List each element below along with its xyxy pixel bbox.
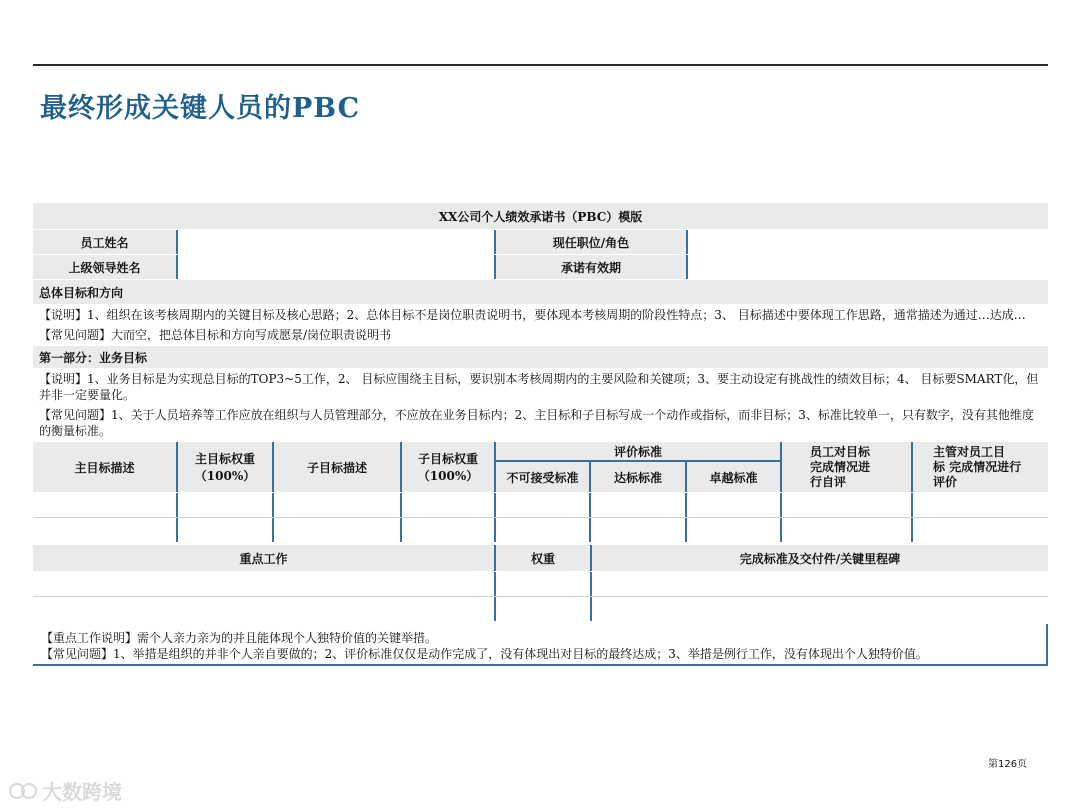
employee-name-field[interactable] <box>178 230 496 254</box>
mgr-eval-cell[interactable] <box>913 518 1048 542</box>
key-weight-cell[interactable] <box>496 597 592 621</box>
main-weight-cell[interactable] <box>178 518 274 542</box>
criteria-label: 评价标准 <box>496 442 780 462</box>
sub-weight-header <box>402 442 496 492</box>
mgr-eval-line-3: 评价 <box>933 474 958 489</box>
unacceptable-cell[interactable] <box>496 518 591 542</box>
overall-note: 【说明】1、组织在该考核周期内的关键目标及核心思路；2、总体目标不是岗位职责说明书，要体现本考核周期的阶段性特点；3、 目标描述中要体现工作思路，通常描述为通过…达成… <box>39 308 1026 322</box>
goals-header-row <box>33 442 1048 493</box>
supervisor-row <box>33 255 1048 280</box>
self-eval-line-1: 员工对目标 <box>810 444 871 459</box>
sub-weight-percent: （100%） <box>417 469 479 483</box>
self-eval-line-2: 完成情况进 <box>810 459 871 474</box>
overall-notes-row <box>33 305 1048 346</box>
key-weight-header: 权重 <box>496 545 592 571</box>
top-rule <box>33 64 1048 66</box>
key-weight-cell[interactable] <box>496 572 592 596</box>
unacceptable-header: 不可接受标准 <box>496 462 591 492</box>
self-eval-header <box>782 442 913 492</box>
watermark-text: 大数跨境 <box>42 780 122 804</box>
goal-row <box>33 518 1048 543</box>
key-standard-cell[interactable] <box>592 597 1048 621</box>
main-weight-cell[interactable] <box>178 493 274 517</box>
main-goal-cell[interactable] <box>33 493 178 517</box>
business-heading-row <box>33 346 1048 369</box>
meets-cell[interactable] <box>591 518 687 542</box>
watermark <box>8 776 122 805</box>
form-header: XX公司个人绩效承诺书（PBC）模版 <box>438 209 643 224</box>
main-goal-cell[interactable] <box>33 518 178 542</box>
self-eval-cell[interactable] <box>782 518 913 542</box>
key-work-problem: 【常见问题】1、举措是组织的并非个人亲自要做的；2、评价标准仅仅是动作完成了，没有体现出对目标的最终达成；3、举措是例行工作，没有体现出个人独特价值。 <box>41 647 928 661</box>
supervisor-name-label: 上级领导姓名 <box>33 255 178 279</box>
overall-heading: 总体目标和方向 <box>39 285 124 300</box>
mgr-eval-cell[interactable] <box>913 493 1048 517</box>
sub-goal-header: 子目标描述 <box>274 442 402 492</box>
unacceptable-cell[interactable] <box>496 493 591 517</box>
main-weight-percent: （100%） <box>194 469 256 483</box>
form-header-row <box>33 203 1048 230</box>
excellent-header: 卓越标准 <box>709 470 758 485</box>
business-notes-row <box>33 369 1048 442</box>
overall-heading-row <box>33 280 1048 305</box>
key-work-notes <box>33 624 1048 666</box>
key-standard-header: 完成标准及交付件/关键里程碑 <box>739 551 901 566</box>
mgr-eval-line-2: 标 完成情况进行 <box>933 459 1022 474</box>
mgr-eval-header <box>913 442 1048 492</box>
sub-weight-cell[interactable] <box>402 518 496 542</box>
current-position-field[interactable] <box>688 230 1048 254</box>
validity-field[interactable] <box>688 255 1048 279</box>
key-work-row <box>33 572 1048 597</box>
employee-row <box>33 230 1048 255</box>
sub-goal-cell[interactable] <box>274 493 402 517</box>
business-problem: 【常见问题】1、关于人员培养等工作应放在组织与人员管理部分，不应放在业务目标内；2、主目标和子目标写成一个动作或指标，而非目标；3、标准比较单一，只有数字，没有其他维度的衡量标准。 <box>39 408 1034 438</box>
sub-weight-label: 子目标权重 <box>417 452 478 466</box>
excellent-cell[interactable] <box>687 518 782 542</box>
watermark-logo-icon <box>8 779 38 803</box>
current-position-label: 现任职位/角色 <box>496 230 688 254</box>
employee-name-label: 员工姓名 <box>33 230 178 254</box>
main-goal-header: 主目标描述 <box>33 442 178 492</box>
key-work-note: 【重点工作说明】需个人亲力亲为的并且能体现个人独特价值的关键举措。 <box>41 631 438 645</box>
key-work-cell[interactable] <box>33 597 496 621</box>
sub-weight-cell[interactable] <box>402 493 496 517</box>
key-work-cell[interactable] <box>33 572 496 596</box>
business-note: 【说明】1、业务目标是为实现总目标的TOP3~5工作，2、 目标应围绕主目标，要识别本考核周期内的主要风险和关键项；3、要主动设定有挑战性的绩效目标；4、 目标要SMART化，但并非一定要量化。 <box>39 372 1039 402</box>
meets-header: 达标标准 <box>591 462 687 492</box>
mgr-eval-line-1: 主管对员工目 <box>933 444 1006 459</box>
excellent-cell[interactable] <box>687 493 782 517</box>
supervisor-name-field[interactable] <box>178 255 496 279</box>
self-eval-cell[interactable] <box>782 493 913 517</box>
criteria-header <box>496 442 782 492</box>
key-work-header-row <box>33 545 1048 572</box>
sub-goal-cell[interactable] <box>274 518 402 542</box>
page-title: 最终形成关键人员的PBC <box>40 93 361 124</box>
page-number: 第126页 <box>988 759 1028 770</box>
key-standard-cell[interactable] <box>592 572 1048 596</box>
key-work-header: 重点工作 <box>33 545 496 571</box>
main-weight-header <box>178 442 274 492</box>
key-work-row <box>33 597 1048 622</box>
business-heading: 第一部分：业务目标 <box>39 350 148 365</box>
self-eval-line-3: 行自评 <box>810 474 847 489</box>
meets-cell[interactable] <box>591 493 687 517</box>
main-weight-label: 主目标权重 <box>194 452 255 466</box>
validity-label: 承诺有效期 <box>496 255 688 279</box>
pbc-form <box>33 203 1048 666</box>
goal-row <box>33 493 1048 518</box>
overall-problem: 【常见问题】大而空，把总体目标和方向写成愿景/岗位职责说明书 <box>39 328 392 342</box>
